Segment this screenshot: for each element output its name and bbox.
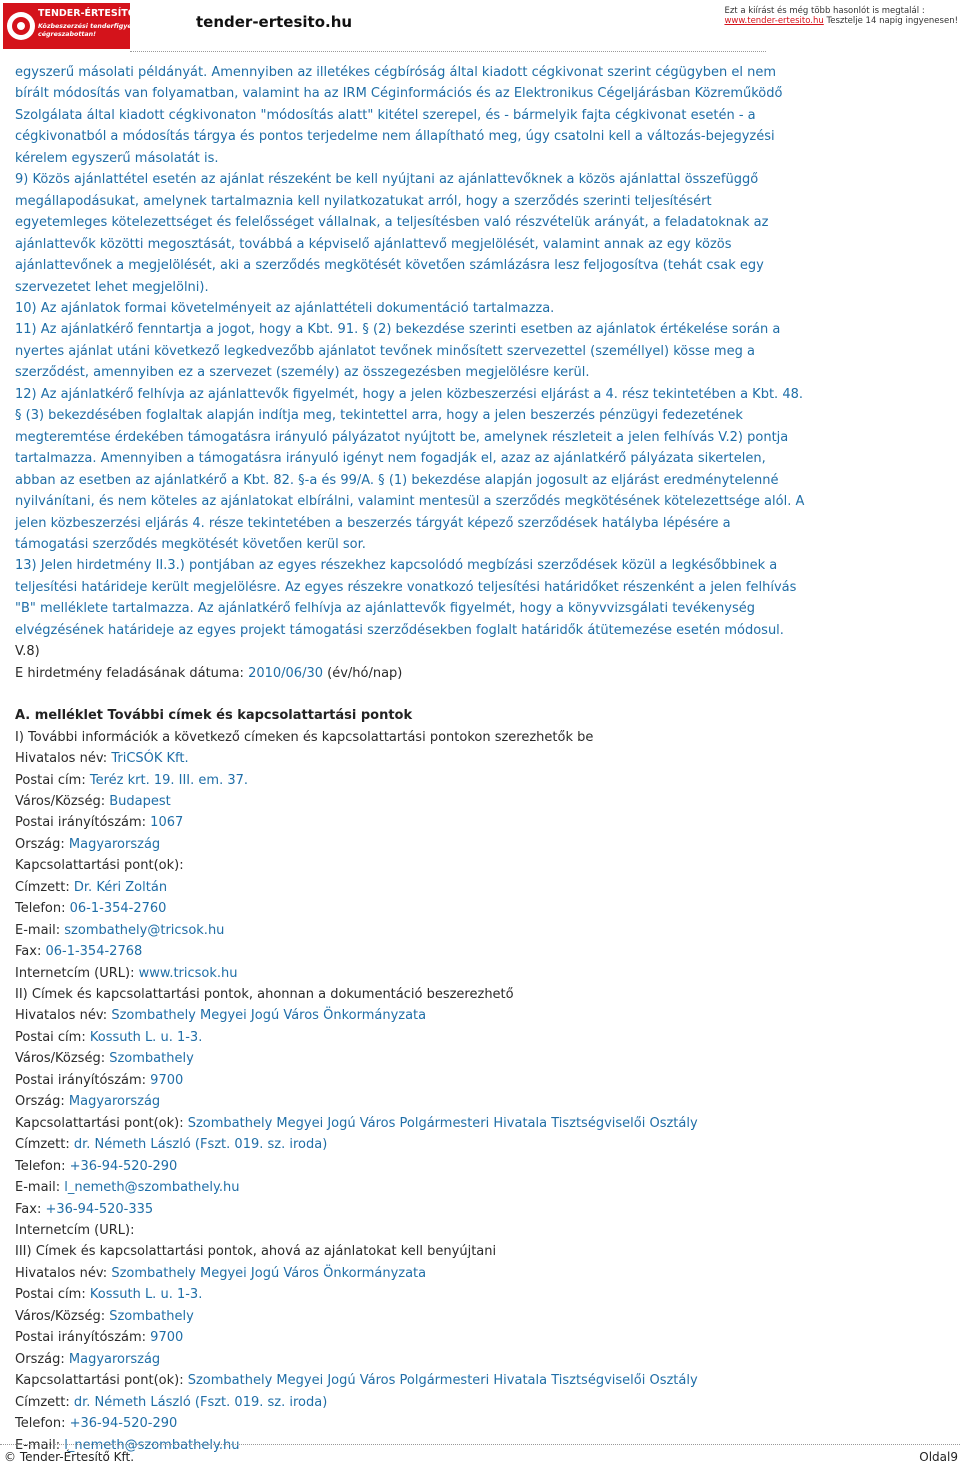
sec3-phone <box>15 1413 805 1434</box>
label: Fax: <box>15 1201 46 1217</box>
value: Szombathely Megyei Jogú Város Önkormányzata <box>111 1008 427 1024</box>
label: Hivatalos név: <box>15 751 112 767</box>
sec1-fax <box>15 941 805 962</box>
sec2-zip <box>15 1070 805 1091</box>
value: Szombathely <box>109 1051 194 1067</box>
label: Ország: <box>15 1351 69 1367</box>
annex-a-title: A. melléklet További címek és kapcsolattartási pontok <box>15 708 413 724</box>
site-title: tender-ertesito.hu <box>196 13 353 31</box>
sec2-name <box>15 1005 805 1026</box>
value: Magyarország <box>68 836 161 852</box>
label: Címzett: <box>15 1137 74 1153</box>
logo-tagline <box>38 23 142 39</box>
value: Szombathely Megyei Jogú Város Önkormányzata <box>111 1265 427 1281</box>
value: Szombathely Megyei Jogú Város Polgármesteri Hivatala Tisztségviselői Osztály <box>187 1115 698 1131</box>
value: 9700 <box>150 1330 184 1346</box>
logo-tagline-line2: cégreszabottan! <box>38 31 97 38</box>
label: Telefon: <box>15 1158 70 1174</box>
dispatch-date <box>15 663 805 684</box>
label: Kapcsolattartási pont(ok): <box>15 1115 188 1131</box>
value: 9700 <box>150 1072 184 1088</box>
site-link[interactable]: www.tender-ertesito.hu <box>724 15 824 26</box>
sec1-name <box>15 748 805 769</box>
value: Budapest <box>109 793 171 809</box>
value: 06-1-354-2768 <box>45 944 143 960</box>
sec2-fax <box>15 1199 805 1220</box>
label: Ország: <box>15 1094 69 1110</box>
sec2-city <box>15 1048 805 1069</box>
label: Város/Község: <box>15 793 110 809</box>
label: E-mail: <box>15 1437 65 1453</box>
label: Címzett: <box>15 879 74 895</box>
tender-ertesito-logo[interactable] <box>3 3 153 49</box>
value: Magyarország <box>68 1351 161 1367</box>
value: +36-94-520-335 <box>45 1201 154 1217</box>
header-tagline <box>724 7 958 26</box>
header-divider <box>130 51 766 52</box>
sec3-city <box>15 1306 805 1327</box>
target-icon <box>7 12 35 40</box>
sec2-country <box>15 1091 805 1112</box>
sec3-address <box>15 1284 805 1305</box>
dispatch-date-suffix: (év/hó/nap) <box>323 665 403 681</box>
sec3-zip <box>15 1327 805 1348</box>
document-body <box>15 62 805 1456</box>
email-link[interactable]: szombathely@tricsok.hu <box>64 922 225 938</box>
logo-tagline-line1: Közbeszerzési tenderfigyelés <box>38 23 142 30</box>
value: Magyarország <box>68 1094 161 1110</box>
sec2-email <box>15 1177 805 1198</box>
sec1-country <box>15 834 805 855</box>
sec1-addressee <box>15 877 805 898</box>
label: Telefon: <box>15 901 70 917</box>
sec2-contact <box>15 1113 805 1134</box>
value: Dr. Kéri Zoltán <box>73 879 168 895</box>
page-footer <box>0 1444 960 1464</box>
label: Ország: <box>15 836 69 852</box>
sec3-country <box>15 1349 805 1370</box>
paragraph-10: 10) Az ajánlatok formai követelményeit az ajánlattételi dokumentáció tartalmazza. <box>15 300 555 316</box>
value: Kossuth L. u. 1-3. <box>89 1287 203 1303</box>
sec3-name <box>15 1263 805 1284</box>
sec1-city <box>15 791 805 812</box>
label: Telefon: <box>15 1416 70 1432</box>
sec2-url: Internetcím (URL): <box>15 1223 135 1239</box>
paragraph-13: 13) Jelen hirdetmény II.3.) pontjában az egyes részekhez kapcsolódó megbízási szerződések közül a legkésőbbinek a teljesítési határideje került megjelölésre. Az egyes részekre vonatkozó teljesítési határidőket részenként a jelen felhívás "B" melléklete tartalmazza. Az ajánlatkérő felhívja az ajánlattevők figyelmét, hogy a könyvvizsgálati tevékenység elvégzésének határideje az egyes projekt támogatási szerződésekben foglalt határidők átütemezése esetén módosul. <box>15 558 797 638</box>
paragraph-12: 12) Az ajánlatkérő felhívja az ajánlattevők figyelmét, hogy a jelen közbeszerzési eljárást a 4. rész tekintetében a Kbt. 48. § (3) bekezdésében foglaltak alapján indítja meg, tekintettel arra, hogy a jelen beszerzés pénzügyi fedezetének megteremtése érdekében támogatásra irányuló pályázatot nyújtott be, amelynek részleteit a jelen felhívás V.2) pontja tartalmazza. Amennyiben a támogatásra irányuló igényt nem fogadják el, azaz az ajánlatkérő pályázata sikertelen, abban az esetben az ajánlatkérő a Kbt. 82. §-a és 99/A. § (1) bekezdése alapján jogosult az eljárást eredménytelenné nyilvánítani, és nem köteles az ajánlatokat elbírálni, valamint mentesül a szerződés megkötésének kötelezettsége alól. A jelen közbeszerzési eljárás 4. része tekintetében a beszerzés tárgyát képező szerződések hatályba lépésére a támogatási szerződés megkötését követően kerül sor. <box>15 386 805 552</box>
paragraph-company-extract: egyszerű másolati példányát. Amennyiben az illetékes cégbíróság által kiadott cégkivonat szerint cégügyben el nem bírált módosítás van folyamatban, valamint ha az IRM Céginformációs és az Elektronikus Cégeljárásban Közreműködő Szolgálata által kiadott cégkivonaton "módosítás alatt" kitétel szerepel, és - bármelyik fajta cégkivonat esetén - a cégkivonatból a módosítás tárgya és pontos terjedelme nem állapítható meg, úgy csatolni kell a változás-bejegyzési kérelem egyszerű másolatát is. <box>15 65 783 166</box>
label: Kapcsolattartási pont(ok): <box>15 1373 188 1389</box>
sec3-contact <box>15 1370 805 1391</box>
label: Címzett: <box>15 1394 74 1410</box>
tagline-line1: Ezt a kiírást és még több hasonlót is megtalál : <box>724 6 925 16</box>
value: dr. Németh László (Fszt. 019. sz. iroda) <box>73 1394 328 1410</box>
section-2-heading: II) Címek és kapcsolattartási pontok, ahonnan a dokumentáció beszerezhető <box>15 987 514 1003</box>
value: Teréz krt. 19. III. em. 37. <box>89 772 249 788</box>
page-number: Oldal9 <box>919 1450 958 1464</box>
label: Postai cím: <box>15 1287 90 1303</box>
value: +36-94-520-290 <box>69 1416 178 1432</box>
sec1-address <box>15 770 805 791</box>
label: E-mail: <box>15 1180 65 1196</box>
dispatch-date-value: 2010/06/30 <box>248 665 323 681</box>
tagline-line2 <box>724 17 958 27</box>
label: E-mail: <box>15 922 65 938</box>
sec3-addressee <box>15 1392 805 1413</box>
label: Fax: <box>15 944 46 960</box>
sec1-contact: Kapcsolattartási pont(ok): <box>15 858 184 874</box>
section-v8: V.8) <box>15 644 40 660</box>
paragraph-9: 9) Közös ajánlattétel esetén az ajánlat részeként be kell nyújtani az ajánlattevőknek a közös ajánlattal összefüggő megállapodásukat, amelynek tartalmaznia kell nyilatkozatukat arról, hogy a szerződés szerinti teljesítésért egyetemleges kötelezettséget és felelősséget vállalnak, a teljesítésben való részvételük arányát, a feladatoknak az ajánlattevők közötti megosztását, továbbá a képviselő ajánlattevő megjelölését, valamint annak az egy közös ajánlattevőnek a megjelölését, aki a szerződés megkötését követően számlázásra lesz feljogosítva (tehát csak egy szervezetet lehet megjelölni). <box>15 172 769 295</box>
label: Postai irányítószám: <box>15 815 151 831</box>
page-header <box>0 0 960 52</box>
sec1-phone <box>15 898 805 919</box>
section-3-heading: III) Címek és kapcsolattartási pontok, ahová az ajánlatokat kell benyújtani <box>15 1244 497 1260</box>
footer-copyright: © Tender-Értesítő Kft. <box>4 1450 135 1464</box>
label: Internetcím (URL): <box>15 965 139 981</box>
sec2-phone <box>15 1156 805 1177</box>
label: Postai cím: <box>15 772 90 788</box>
label: Város/Község: <box>15 1051 110 1067</box>
value: 06-1-354-2760 <box>69 901 167 917</box>
tagline-rest: Tesztelje 14 napig ingyenesen! <box>823 15 958 26</box>
label: Postai irányítószám: <box>15 1330 151 1346</box>
sec1-zip <box>15 812 805 833</box>
logo-name: TENDER-ÉRTESÍTŐ.hu <box>38 8 153 19</box>
value: +36-94-520-290 <box>69 1158 178 1174</box>
value: Szombathely Megyei Jogú Város Polgármesteri Hivatala Tisztségviselői Osztály <box>187 1373 698 1389</box>
sec2-addressee <box>15 1134 805 1155</box>
value: TriCSÓK Kft. <box>111 751 189 767</box>
paragraph-11: 11) Az ajánlatkérő fenntartja a jogot, hogy a Kbt. 91. § (2) bekezdése szerinti esetben az ajánlatok értékelése során a nyertes ajánlat utáni következő legkedvezőbb ajánlatot tevőnek minősített szervezettel (személlyel) kösse meg a szerződést, amennyiben ez a szervezet (személy) az összegezésben megjelölésre kerül. <box>15 322 781 381</box>
section-1-heading: I) További információk a következő címeken és kapcsolattartási pontokon szerezhetők be <box>15 729 594 745</box>
value: Kossuth L. u. 1-3. <box>89 1029 203 1045</box>
label: Postai cím: <box>15 1029 90 1045</box>
label: Hivatalos név: <box>15 1008 112 1024</box>
label: Város/Község: <box>15 1308 110 1324</box>
url-link[interactable]: www.tricsok.hu <box>138 965 238 981</box>
value: Szombathely <box>109 1308 194 1324</box>
sec1-url <box>15 963 805 984</box>
sec1-email <box>15 920 805 941</box>
email-link[interactable]: l_nemeth@szombathely.hu <box>64 1180 240 1196</box>
value: 1067 <box>150 815 184 831</box>
value: dr. Németh László (Fszt. 019. sz. iroda) <box>73 1137 328 1153</box>
email-link[interactable]: l_nemeth@szombathely.hu <box>64 1437 240 1453</box>
sec2-address <box>15 1027 805 1048</box>
label: Hivatalos név: <box>15 1265 112 1281</box>
label: Postai irányítószám: <box>15 1072 151 1088</box>
dispatch-date-label: E hirdetmény feladásának dátuma: <box>15 665 249 681</box>
spacer <box>15 684 805 705</box>
